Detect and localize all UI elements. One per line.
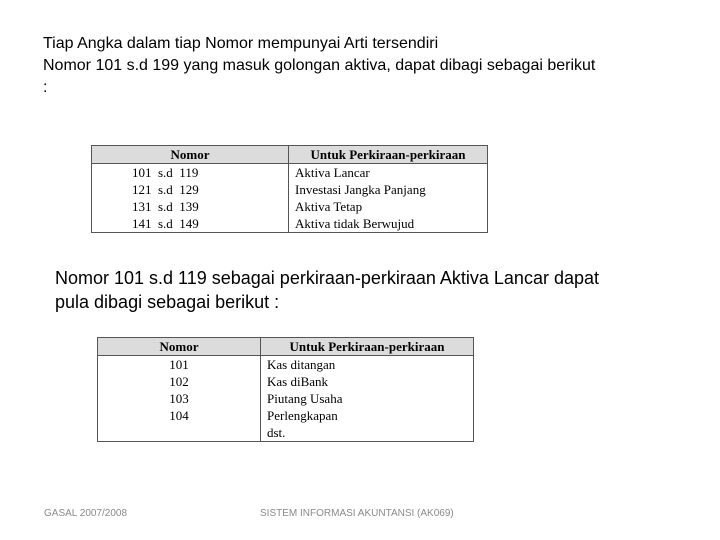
current-assets-table <box>97 337 474 442</box>
cell-perkiraan: Aktiva tidak Berwujud <box>295 216 415 231</box>
footer-semester: GASAL 2007/2008 <box>44 508 128 519</box>
intro-line-1: Tiap Angka dalam tiap Nomor mempunyai Arti tersendiri <box>43 35 439 52</box>
intro-line-3: : <box>43 79 48 96</box>
table-row <box>92 181 488 198</box>
table-header-row <box>92 146 488 164</box>
intro-text <box>43 33 683 99</box>
table-row <box>98 390 474 407</box>
header-perkiraan: Untuk Perkiraan-perkiraan <box>310 147 466 162</box>
header-nomor: Nomor <box>98 338 261 356</box>
cell-nomor: 141 s.d 149 <box>92 215 289 233</box>
table-row <box>98 424 474 442</box>
cell-nomor: 104 <box>98 407 261 424</box>
table-row <box>92 164 488 182</box>
table-row <box>98 407 474 424</box>
cell-perkiraan: dst. <box>267 425 286 440</box>
cell-perkiraan: Kas ditangan <box>267 357 336 372</box>
account-range-table <box>91 145 488 233</box>
subtitle-line-2: pula dibagi sebagai berikut : <box>55 292 280 312</box>
cell-nomor: 121 s.d 129 <box>92 181 289 198</box>
subtitle-text <box>55 266 695 314</box>
cell-perkiraan: Perlengkapan <box>267 408 338 423</box>
table-row <box>98 373 474 390</box>
header-nomor: Nomor <box>92 146 289 164</box>
cell-nomor: 101 <box>98 356 261 374</box>
cell-perkiraan: Kas diBank <box>267 374 329 389</box>
cell-nomor: 102 <box>98 373 261 390</box>
table-row <box>92 215 488 233</box>
cell-nomor: 103 <box>98 390 261 407</box>
cell-perkiraan: Investasi Jangka Panjang <box>295 182 426 197</box>
cell-nomor: 101 s.d 119 <box>92 164 289 182</box>
cell-nomor: 131 s.d 139 <box>92 198 289 215</box>
header-perkiraan: Untuk Perkiraan-perkiraan <box>289 339 445 354</box>
subtitle-line-1: Nomor 101 s.d 119 sebagai perkiraan-perkiraan Aktiva Lancar dapat <box>55 268 599 288</box>
cell-perkiraan: Aktiva Lancar <box>295 165 370 180</box>
cell-perkiraan: Piutang Usaha <box>267 391 343 406</box>
cell-nomor <box>98 424 261 442</box>
footer-course: SISTEM INFORMASI AKUNTANSI (AK069) <box>260 508 454 519</box>
table-header-row <box>98 338 474 356</box>
cell-perkiraan: Aktiva Tetap <box>295 199 363 214</box>
intro-line-2: Nomor 101 s.d 199 yang masuk golongan aktiva, dapat dibagi sebagai berikut <box>43 57 596 74</box>
table-row <box>98 356 474 374</box>
table-row <box>92 198 488 215</box>
